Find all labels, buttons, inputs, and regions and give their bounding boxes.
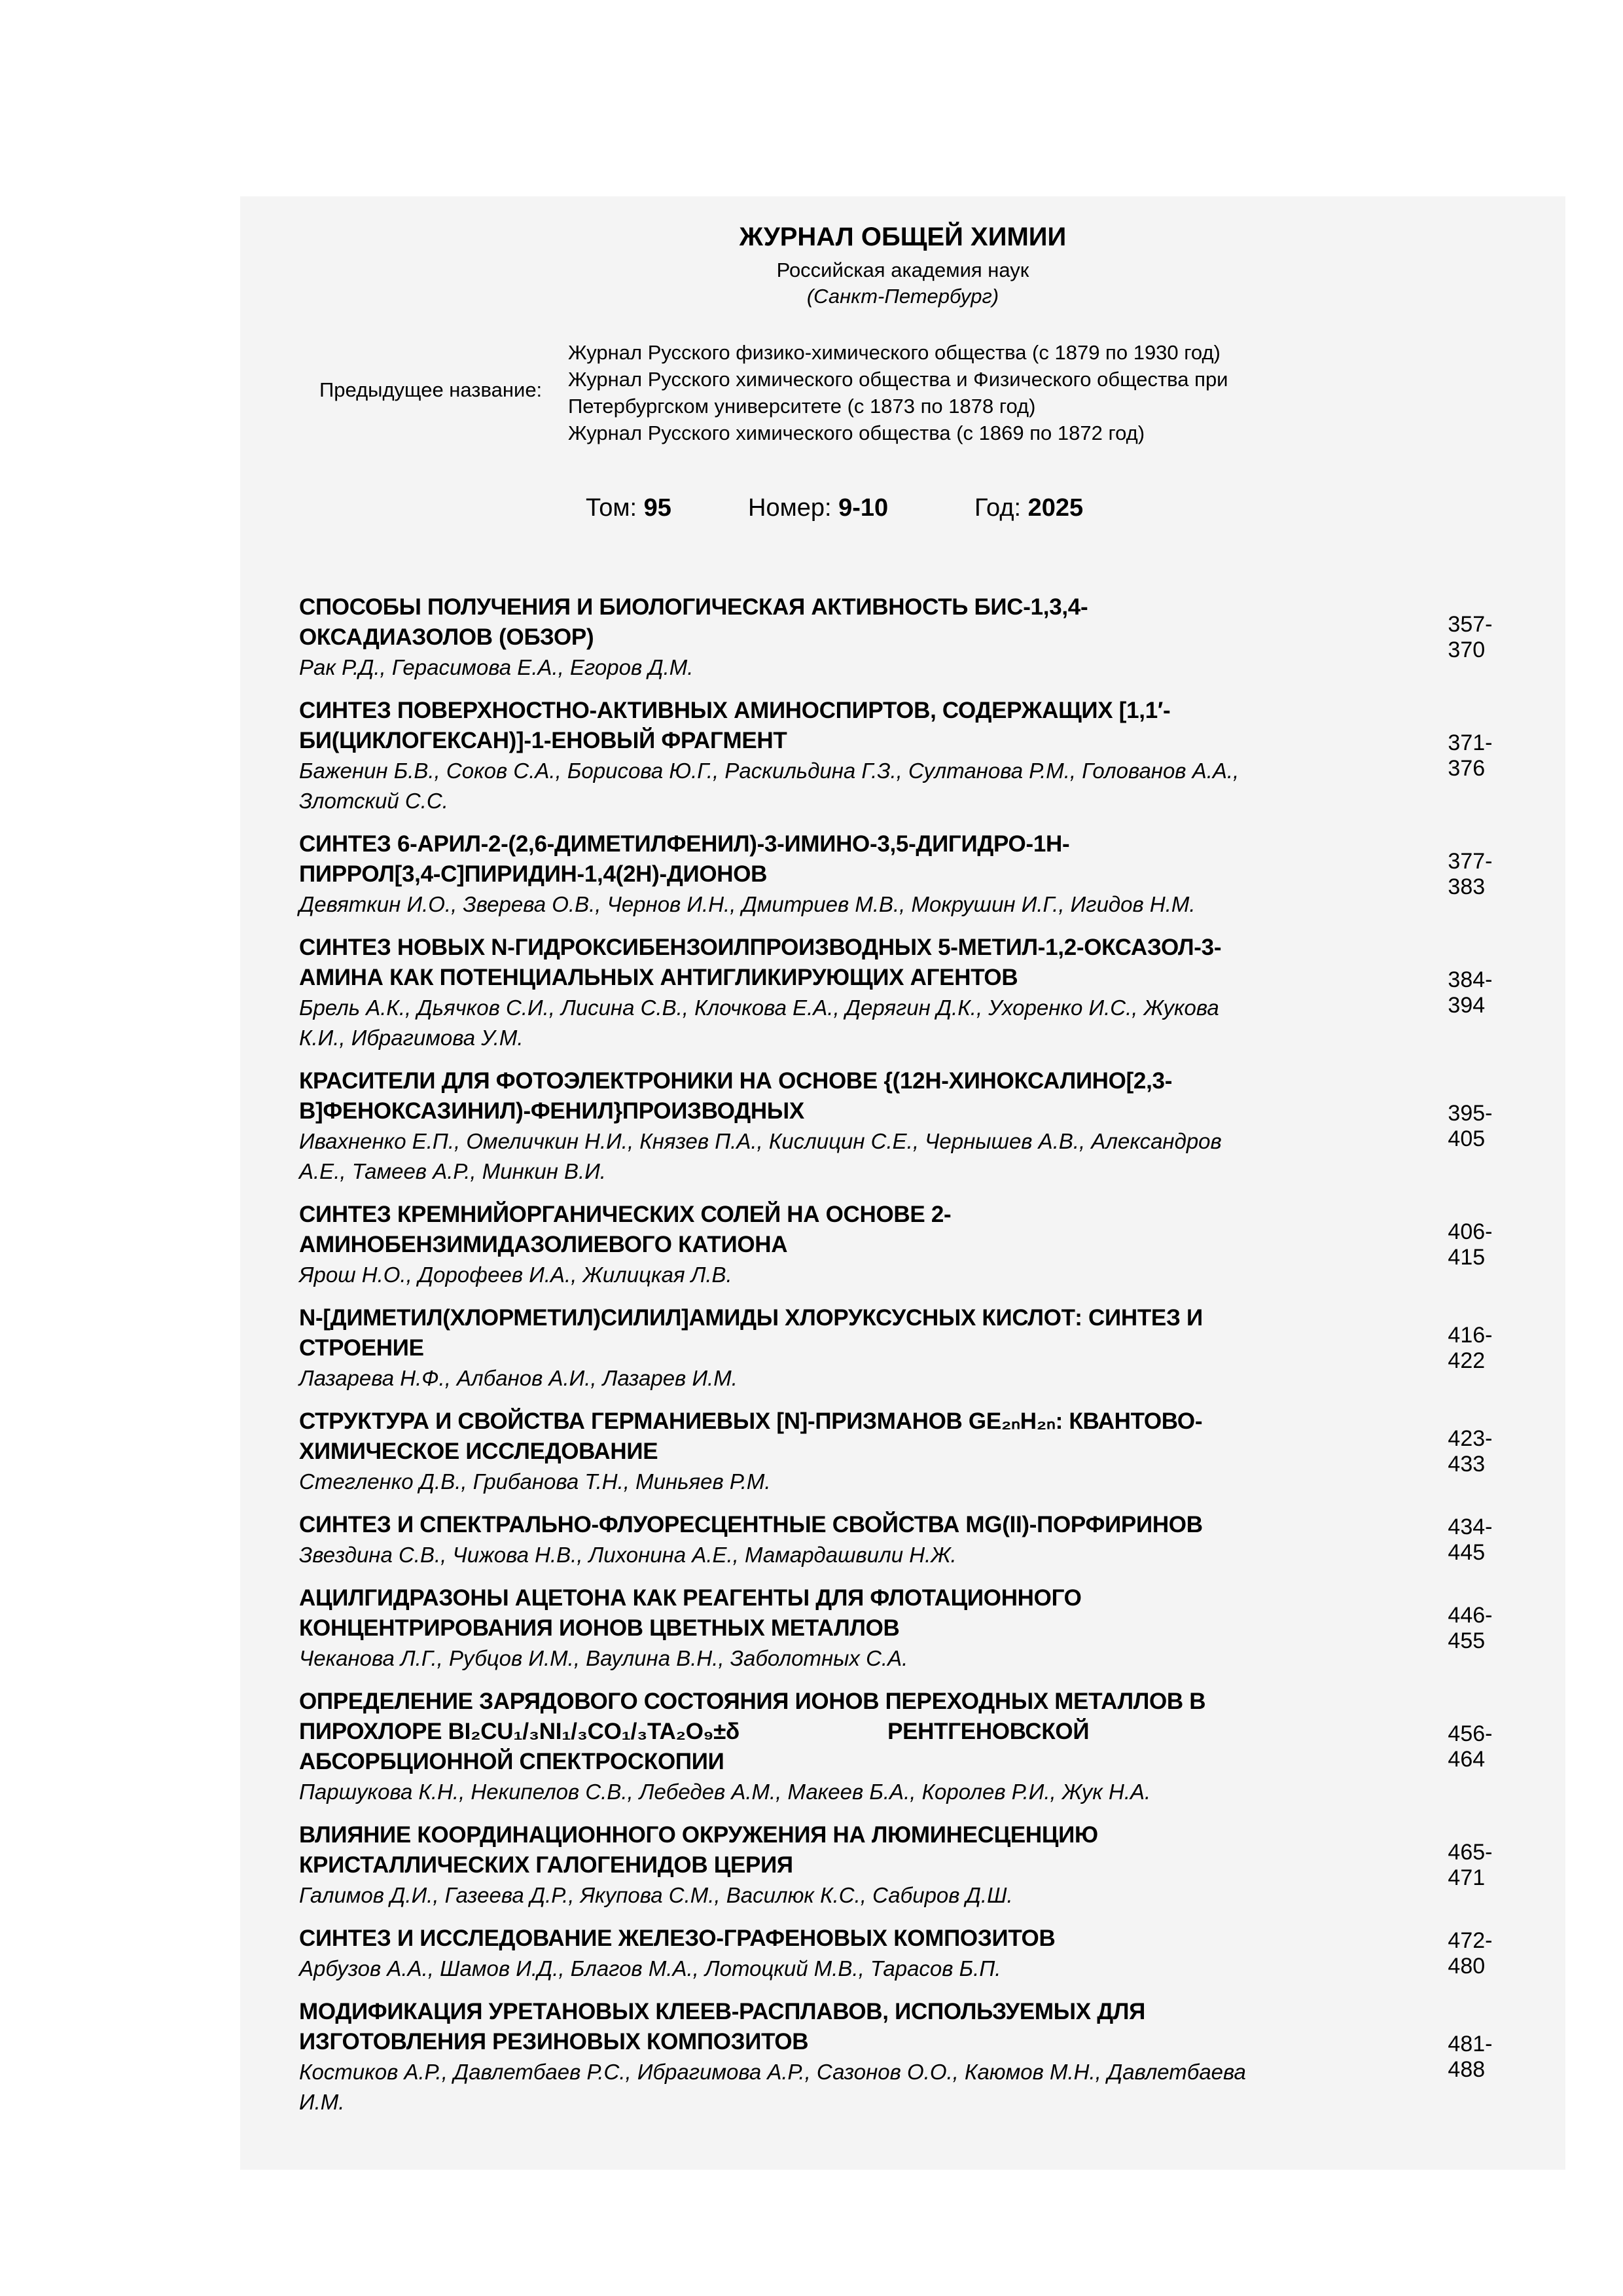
year-label: Год:	[974, 494, 1022, 522]
article-pages: 472-480	[1448, 1928, 1493, 1979]
article-pages: 456-464	[1448, 1721, 1493, 1772]
article-title-line[interactable]: БИ(ЦИКЛОГЕКСАН)]-1-ЕНОВЫЙ ФРАГМЕНТ	[299, 728, 787, 753]
entry-text	[299, 1820, 1383, 1910]
article-pages: 357-370	[1448, 612, 1493, 662]
toc-entry[interactable]	[299, 1066, 1529, 1187]
article-authors-line: Костиков А.Р., Давлетбаев Р.С., Ибрагимова А.Р., Сазонов О.О., Каюмов М.Н., Давлетбаева	[299, 2060, 1246, 2084]
entry-text	[299, 933, 1383, 1053]
article-authors-line: Брель А.К., Дьячков С.И., Лисина С.В., Клочкова Е.А., Дерягин Д.К., Ухоренко И.С., Жукова	[299, 996, 1219, 1020]
previous-name-label: Предыдущее название:	[319, 378, 543, 401]
article-title-line[interactable]: ОПРЕДЕЛЕНИЕ ЗАРЯДОВОГО СОСТОЯНИЯ ИОНОВ ПЕРЕХОДНЫХ МЕТАЛЛОВ В	[299, 1689, 1206, 1714]
previous-name-line: Петербургском университете (с 1873 по 1878 год)	[568, 395, 1036, 418]
toc-entry[interactable]	[299, 696, 1529, 816]
article-pages: 481-488	[1448, 2032, 1493, 2082]
entry-text	[299, 1510, 1383, 1570]
article-title-line[interactable]: ОКСАДИАЗОЛОВ (ОБЗОР)	[299, 624, 594, 650]
article-authors-line: Стегленко Д.В., Грибанова Т.Н., Миньяев Р.М.	[299, 1469, 771, 1494]
article-title-line[interactable]: СТРОЕНИЕ	[299, 1335, 424, 1361]
year-value: 2025	[1027, 494, 1084, 522]
article-title-line[interactable]: АМИНА КАК ПОТЕНЦИАЛЬНЫХ АНТИГЛИКИРУЮЩИХ АГЕНТОВ	[299, 965, 1018, 990]
article-title-line[interactable]: АБСОРБЦИОННОЙ СПЕКТРОСКОПИИ	[299, 1749, 724, 1774]
article-pages: 423-433	[1448, 1426, 1493, 1477]
previous-name-line: Журнал Русского химического общества (с 1869 по 1872 год)	[568, 422, 1145, 444]
entry-text	[299, 1200, 1383, 1290]
article-authors-line: Рак Р.Д., Герасимова Е.А., Егоров Д.М.	[299, 655, 694, 679]
article-pages: 434-445	[1448, 1515, 1493, 1565]
volume-label: Том:	[586, 494, 637, 522]
entry-text	[299, 696, 1383, 816]
article-title-line[interactable]: ИЗГОТОВЛЕНИЯ РЕЗИНОВЫХ КОМПОЗИТОВ	[299, 2029, 809, 2054]
article-authors-line: Лазарева Н.Ф., Албанов А.И., Лазарев И.М.	[299, 1366, 738, 1390]
toc-entry[interactable]	[299, 1200, 1529, 1290]
article-title-line[interactable]: ХИМИЧЕСКОЕ ИССЛЕДОВАНИЕ	[299, 1439, 658, 1464]
toc-entry[interactable]	[299, 1583, 1529, 1674]
article-title-line[interactable]: СИНТЕЗ НОВЫХ N-ГИДРОКСИБЕНЗОИЛПРОИЗВОДНЫХ 5-МЕТИЛ-1,2-ОКСАЗОЛ-3-	[299, 935, 1222, 960]
article-authors-line: Ярош Н.О., Дорофеев И.А., Жилицкая Л.В.	[299, 1263, 732, 1287]
article-title-line[interactable]: ПИРРОЛ[3,4-С]ПИРИДИН-1,4(2Н)-ДИОНОВ	[299, 861, 768, 887]
article-title-line[interactable]: КОНЦЕНТРИРОВАНИЯ ИОНОВ ЦВЕТНЫХ МЕТАЛЛОВ	[299, 1615, 900, 1641]
journal-title: ЖУРНАЛ ОБЩЕЙ ХИМИИ	[739, 223, 1067, 251]
article-title-line[interactable]: СИНТЕЗ И СПЕКТРАЛЬНО-ФЛУОРЕСЦЕНТНЫЕ СВОЙСТВА MG(II)-ПОРФИРИНОВ	[299, 1512, 1203, 1537]
article-pages: 446-455	[1448, 1603, 1493, 1653]
article-pages: 406-415	[1448, 1219, 1493, 1270]
issue-number	[748, 494, 888, 522]
article-title-line[interactable]: СИНТЕЗ 6-АРИЛ-2-(2,6-ДИМЕТИЛФЕНИЛ)-3-ИМИНО-3,5-ДИГИДРО-1Н-	[299, 831, 1070, 857]
article-authors-line: Арбузов А.А., Шамов И.Д., Благов М.А., Лотоцкий М.В., Тарасов Б.П.	[299, 1956, 1001, 1981]
number-label: Номер:	[748, 494, 832, 522]
article-authors-line: Злотский С.С.	[299, 789, 448, 813]
article-authors-line: Чеканова Л.Г., Рубцов И.М., Ваулина В.Н., Заболотных С.А.	[299, 1646, 908, 1670]
entry-text	[299, 1066, 1383, 1187]
toc-entry[interactable]	[299, 1687, 1529, 1807]
toc-entry[interactable]	[299, 933, 1529, 1053]
toc-entry[interactable]	[299, 1303, 1529, 1393]
article-title-line[interactable]: СИНТЕЗ КРЕМНИЙОРГАНИЧЕСКИХ СОЛЕЙ НА ОСНОВЕ 2-	[299, 1202, 952, 1227]
article-authors-line: Паршукова К.Н., Некипелов С.В., Лебедев А.М., Макеев Б.А., Королев Р.И., Жук Н.А.	[299, 1780, 1151, 1804]
article-title-line[interactable]: АМИНОБЕНЗИМИДАЗОЛИЕВОГО КАТИОНА	[299, 1232, 788, 1257]
article-title-line[interactable]: СПОСОБЫ ПОЛУЧЕНИЯ И БИОЛОГИЧЕСКАЯ АКТИВНОСТЬ БИС-1,3,4-	[299, 594, 1088, 620]
entry-text	[299, 1407, 1383, 1497]
previous-name-line: Журнал Русского физико-химического общества (с 1879 по 1930 год)	[568, 341, 1221, 364]
article-pages: 377-383	[1448, 849, 1493, 899]
table-of-contents	[299, 592, 1529, 2130]
article-title-line[interactable]: КРИСТАЛЛИЧЕСКИХ ГАЛОГЕНИДОВ ЦЕРИЯ	[299, 1852, 793, 1878]
number-value: 9-10	[838, 494, 889, 522]
toc-entry[interactable]	[299, 1407, 1529, 1497]
article-authors-line: Ивахненко Е.П., Омеличкин Н.И., Князев П.А., Кислицин С.Е., Чернышев А.В., Александров	[299, 1129, 1222, 1153]
toc-entry[interactable]	[299, 1924, 1529, 1984]
toc-entry[interactable]	[299, 592, 1529, 683]
entry-text	[299, 1303, 1383, 1393]
toc-entry[interactable]	[299, 1997, 1529, 2117]
entry-text	[299, 1583, 1383, 1674]
article-authors-line: А.Е., Тамеев А.Р., Минкин В.И.	[299, 1159, 606, 1183]
article-title-line[interactable]: ПИРОХЛОРЕ BI₂CU₁/₃NI₁/₃CO₁/₃TA₂O₉±δ РЕНТГЕНОВСКОЙ	[299, 1719, 1090, 1744]
volume	[586, 494, 671, 522]
entry-text	[299, 1687, 1383, 1807]
article-title-line[interactable]: СТРУКТУРА И СВОЙСТВА ГЕРМАНИЕВЫХ [N]-ПРИЗМАНОВ GE₂ₙH₂ₙ: КВАНТОВО-	[299, 1408, 1203, 1434]
article-authors-line: К.И., Ибрагимова У.М.	[299, 1026, 524, 1050]
article-pages: 416-422	[1448, 1323, 1493, 1373]
article-title-line[interactable]: СИНТЕЗ ПОВЕРХНОСТНО-АКТИВНЫХ АМИНОСПИРТОВ, СОДЕРЖАЩИХ [1,1′-	[299, 698, 1171, 723]
article-authors-line: Девяткин И.О., Зверева О.В., Чернов И.Н., Дмитриев М.В., Мокрушин И.Г., Игидов Н.М.	[299, 892, 1196, 916]
article-title-line[interactable]: B]ФЕНОКСАЗИНИЛ)-ФЕНИЛ}ПРОИЗВОДНЫХ	[299, 1098, 804, 1124]
article-pages: 384-394	[1448, 967, 1493, 1018]
toc-entry[interactable]	[299, 829, 1529, 920]
publisher: Российская академия наук	[776, 259, 1029, 281]
entry-text	[299, 1924, 1383, 1984]
journal-contents-panel	[240, 196, 1565, 2170]
entry-text	[299, 829, 1383, 920]
article-authors-line: И.М.	[299, 2090, 345, 2114]
previous-names	[568, 339, 1228, 446]
city: (Санкт-Петербург)	[806, 285, 999, 308]
article-title-line[interactable]: СИНТЕЗ И ИССЛЕДОВАНИЕ ЖЕЛЕЗО-ГРАФЕНОВЫХ КОМПОЗИТОВ	[299, 1926, 1056, 1951]
previous-name-line: Журнал Русского химического общества и Физического общества при	[568, 368, 1228, 391]
toc-entry[interactable]	[299, 1510, 1529, 1570]
entry-text	[299, 1997, 1383, 2117]
article-title-line[interactable]: АЦИЛГИДРАЗОНЫ АЦЕТОНА КАК РЕАГЕНТЫ ДЛЯ ФЛОТАЦИОННОГО	[299, 1585, 1082, 1611]
article-title-line[interactable]: КРАСИТЕЛИ ДЛЯ ФОТОЭЛЕКТРОНИКИ НА ОСНОВЕ {(12Н-ХИНОКСАЛИНО[2,3-	[299, 1068, 1173, 1094]
article-pages: 395-405	[1448, 1101, 1493, 1151]
year	[974, 494, 1083, 522]
article-authors-line: Звездина С.В., Чижова Н.В., Лихонина А.Е., Мамардашвили Н.Ж.	[299, 1543, 957, 1567]
article-pages: 371-376	[1448, 730, 1493, 781]
article-pages: 465-471	[1448, 1840, 1493, 1890]
article-title-line[interactable]: МОДИФИКАЦИЯ УРЕТАНОВЫХ КЛЕЕВ-РАСПЛАВОВ, ИСПОЛЬЗУЕМЫХ ДЛЯ	[299, 1999, 1145, 2024]
toc-entry[interactable]	[299, 1820, 1529, 1910]
article-title-line[interactable]: N-[ДИМЕТИЛ(ХЛОРМЕТИЛ)СИЛИЛ]АМИДЫ ХЛОРУКСУСНЫХ КИСЛОТ: СИНТЕЗ И	[299, 1305, 1203, 1331]
article-title-line[interactable]: ВЛИЯНИЕ КООРДИНАЦИОННОГО ОКРУЖЕНИЯ НА ЛЮМИНЕСЦЕНЦИЮ	[299, 1822, 1098, 1848]
volume-value: 95	[643, 494, 671, 522]
article-authors-line: Галимов Д.И., Газеева Д.Р., Якупова С.М., Василюк К.С., Сабиров Д.Ш.	[299, 1883, 1013, 1907]
entry-text	[299, 592, 1383, 683]
article-authors-line: Баженин Б.В., Соков С.А., Борисова Ю.Г., Раскильдина Г.З., Султанова Р.М., Голованов А.А.,	[299, 759, 1240, 783]
